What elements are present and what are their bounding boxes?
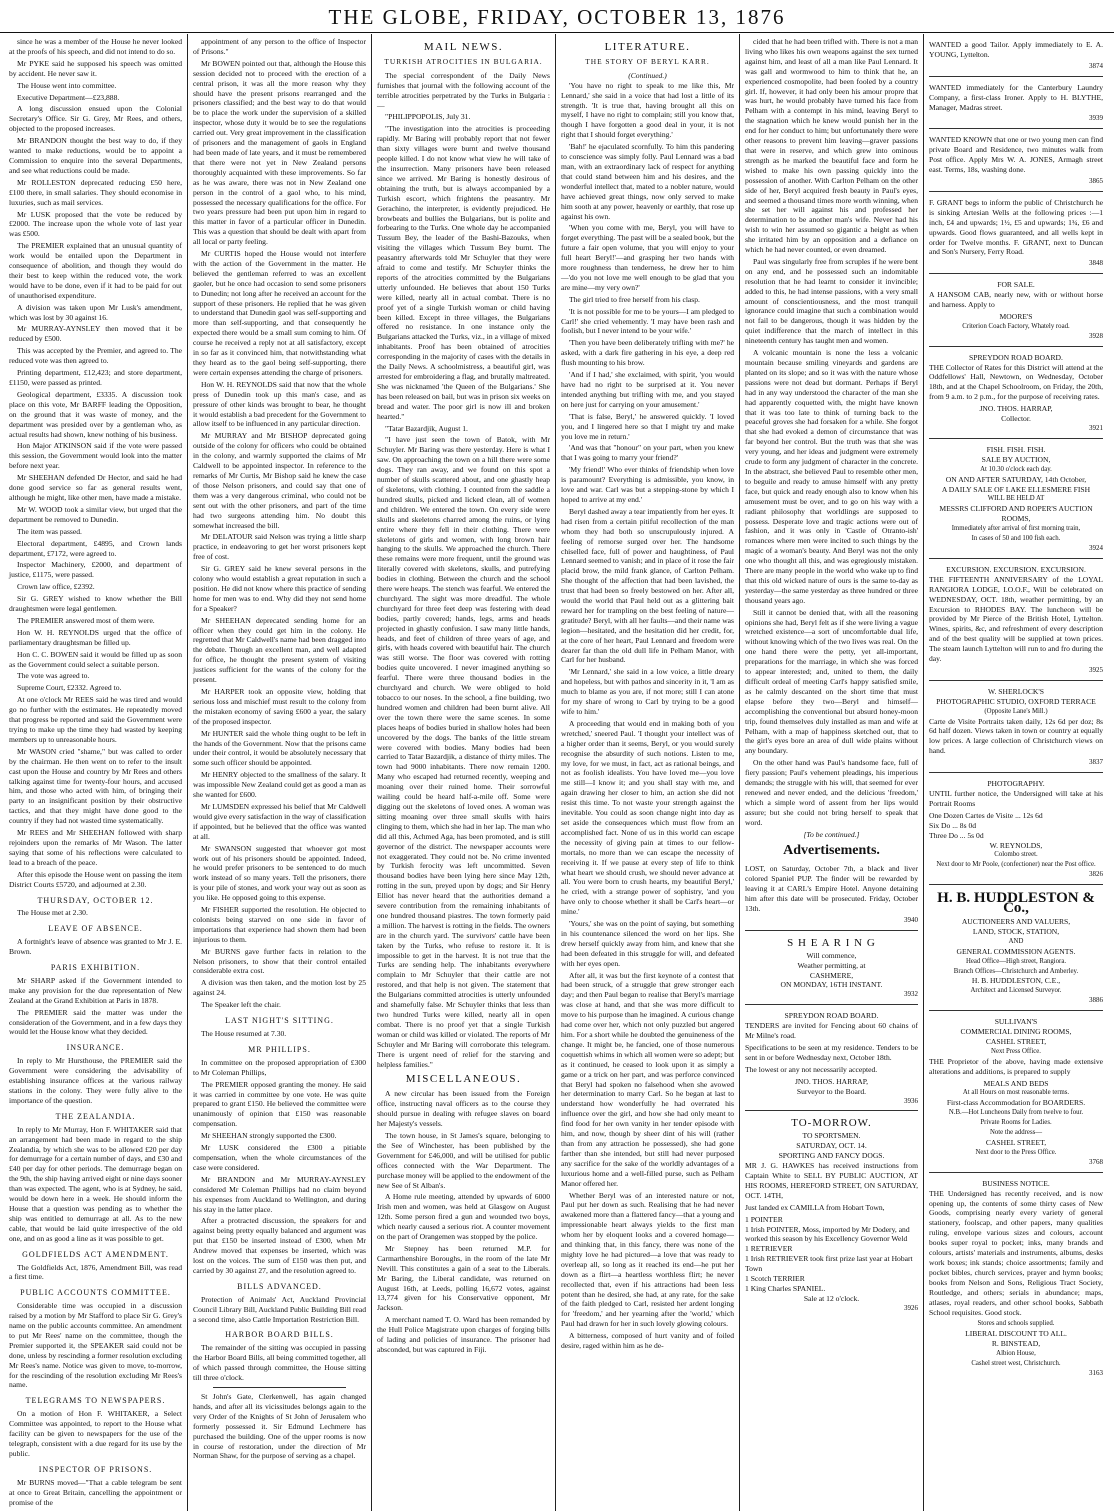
ad-line: Will commence, bbox=[806, 950, 857, 960]
ad-number: 3837 bbox=[1089, 758, 1103, 767]
column-2 bbox=[188, 34, 372, 1511]
ad-line: ON AND AFTER SATURDAY, 14th October, bbox=[945, 474, 1087, 484]
ad-text: MR J. G. HAWKES has received instructions from Captain White to SELL BY PUBLIC AUCTION, AT HIS ROOMS, HEREFORD STREET, ON SATURDAY, OCT. 14TH, bbox=[745, 1161, 918, 1200]
ad-huddleston bbox=[929, 888, 1103, 1011]
ad-line: Albion House, bbox=[996, 1350, 1036, 1358]
paragraph: In reply to Mr Murray, Hon F. WHITAKER said that an arrangement had been made in regard to the ship Zealandia, by which she was to be allowed £20 per day for demurrage for a certain number of days, and £30 and £40 per day for other periods. The demurrage began on the 9th, the ship having arrived eight or nine days sooner than was expected. The agent, who is at Sydney, he said, would be down here in a week. He should inform the House that a question was pending as to whether the ship was entitled to demurrage at all. As to the new cable, that would be laid quite irrespective of the old one, and on as good a line as it was possible to get. bbox=[9, 1124, 182, 1243]
ad-line: LIBERAL DISCOUNT TO ALL. bbox=[965, 1329, 1067, 1339]
story-title: THE STORY OF BERYL KARR. bbox=[585, 56, 710, 66]
paragraph: The Speaker left the chair. bbox=[201, 1000, 281, 1010]
paragraph: A proceeding that would end in making both of you wretched,' sneered Paul. 'I thought your intellect was of a higher order than it seems, Beryl, or you would surely recognise the absurdity of such notions. Listen to me, my love, for we must, in fact, act as rational beings, and not as foolish idealists. You have loved me—you love me still—I know it; and you shall stay with me, and again drawing her closer to him, an action she did not resist this time. To not waste your strength against the inevitable. You could as soon change night into day as set aside the consequences which must flow from an accomplished fact. None of us in this world can escape the necessity of giving pain at times to our fellow-mortals, no more than we can escape the necessity of receiving it. If we pause at every step of life to think what heart we should crush, we should never advance at all. You were born to crush hearts, my beautiful Beryl,' he cried, with a strange power of sophistry, 'and you have only to choose whether it shall be Carl's heart—or mine.' bbox=[561, 718, 734, 917]
ad-signature: Surveyor to the Board. bbox=[796, 1086, 867, 1096]
paragraph: Mr BRANDON thought the best way to do, if they wanted to make reductions, would be to appoint a Commission to enquire into the several Departments, and see what reductions could be made. bbox=[9, 136, 182, 175]
paragraph: Sir G. GREY wished to know whether the Bill draughtsmen were legal gentlemen. bbox=[9, 594, 182, 614]
paragraph: 'My friend!' Who ever thinks of friendship when love is paramount? Everything is admissible, you know, in love and war. Carl was but a stepping-stone by which I hoped to arrive at my end.' bbox=[561, 465, 734, 504]
heading: PUBLIC ACCOUNTS COMMITTEE. bbox=[20, 1288, 171, 1298]
list-item: 1 Irish RETRIEVER took first prize last year at Hobart Town bbox=[745, 1254, 913, 1274]
ad-sullivans bbox=[929, 1014, 1103, 1173]
heading: GOLDFIELDS ACT AMENDMENT. bbox=[22, 1249, 169, 1259]
ad-text: THE Proprietor of the above, having made extensive alterations and additions, is prepared to supply bbox=[929, 1056, 1103, 1076]
ad-signature: JNO. THOS. HARRAP, bbox=[979, 404, 1053, 414]
ad-title: W. SHERLOCK'S bbox=[988, 686, 1044, 696]
columns bbox=[4, 34, 1110, 1511]
ad-line: Branch Offices—Christchurch and Amberley. bbox=[953, 967, 1079, 975]
heading: LAST NIGHT'S SITTING. bbox=[225, 1016, 334, 1026]
paragraph: Mr LUSK proposed that the vote be reduced by £2000. The increase upon the whole vote of last year was £500. bbox=[9, 209, 182, 239]
paragraph: Mr CURTIS hoped the House would not interfere with the action of the Government in the matter. He believed the gentleman referred to was an excellent gaoler, but he once had occasion to send some prisoners to Dunedin; not long after he received an account for the support of these prisoners. He replied that he was given to understand that Dunedin gaol was self-supporting and more than self-supporting, and that consequently he expected there would be a small sum coming to him. Of course he received a reply not at all satisfactory, except in so far as it convinced him, that notwithstanding what they heard as to the gaol being self-supporting, there were certain expenses attending the charge of prisoners. bbox=[193, 249, 366, 377]
paragraph: On the other hand was Paul's handsome face, full of fiery passion; Paul's vehement pleadings, his imperious demands; the struggle with his will, that seemed for ever renewed and never ended, and the delicious 'freedom,' which a simple word of assent from her lips would assure; but she could not bring herself to speak that word. bbox=[745, 758, 918, 827]
ad-line: Note the address— bbox=[989, 1129, 1043, 1137]
ad-text: Carte de Visite Portraits taken daily, 12s 6d per doz; 8s 6d half dozen. Views taken in town or country at equally low prices. A large collection of Christchurch views on hand. bbox=[929, 716, 1103, 756]
ad-signature: W. REYNOLDS, bbox=[989, 840, 1043, 850]
column-4 bbox=[556, 34, 740, 1511]
paragraph: Mr ROLLESTON deprecated reducing £50 here, £100 there, in small salaries. They should economise in luxuries, such as mail services. bbox=[9, 177, 182, 207]
paragraph: A volcanic mountain is none the less a volcanic mountain because smiling vineyards and gardens are planted on its slope; and so it was with the nature whose passions were not dead but dormant. Perhaps if Beryl had in any way understood the character of the man she had apparently coquetted with, the might have known that it was too late to think of turning back to the peaceful groves she had forsaken for a while. She forgot that she had evoked a demon of circumstance that was far beyond her control. But the truth was that she was very young, and her ideas and judgment were extremely crude to form any judgment of character in the concrete. In the abstract, she believed Paul to resemble other men, to beguile and ready to amuse himself with any pretty face, but quick and ready enough also to know when his amusement must be over, and to go on his way with a radiant philosophy that worldlings are supposed to possess. Desperate love and tragic actions were out of fashion, and it was only in 'Castle of Otranto-ish' romances where men were incited to such things by the magic of a woman's beauty. And Beryl was not the only one who thought all this, and was egregiously mistaken. There are many people in the world who wake up to find that this old wicked nature of ours is the same to-day as yesterday—the same yesterday as three hundred or three thousand years ago. bbox=[745, 348, 918, 605]
paragraph: At one o'clock Mr REES said he was tired and would go no further with the estimates. He repeatedly moved that progress be reported and said the Government were trying to make up the time they had wasted by keeping members up to unreasonable hours. bbox=[9, 695, 182, 744]
masthead-rule bbox=[0, 32, 1114, 33]
ad-signature: JNO. THOS. HARRAP, bbox=[794, 1076, 869, 1086]
paragraph: A fortnight's leave of absence was granted to Mr J. E. Brown. bbox=[9, 937, 182, 957]
ad-tomorrow-dogs bbox=[745, 1114, 918, 1317]
list-item: 1 Irish POINTER, Moss, imported by Mr Dodery, and worked this season by his Excellency Governor Weld bbox=[745, 1224, 910, 1244]
paragraph: Inspector Machinery, £2000, and department of justice, £1175, were passed. bbox=[9, 560, 182, 580]
paragraph: In reply to Mr Hursthouse, the PREMIER said the Government were considering the advisability of establishing insurance offices at the various railway stations in the colony. They were fully alive to the importance of the question. bbox=[9, 1056, 182, 1105]
ad-line: Sale at 12 o'clock. bbox=[803, 1293, 860, 1303]
paragraph: Considerable time was occupied in a discussion raised by a motion by Mr Stafford to place Sir G. Grey's name on the public accounts committee. An amendment to put Mr Rees' name on the committee, though the Premier supported it, the SPEAKER said could not be done, unless by rescinding a former resolution excluding Mr Rees's name. Notice was given to move, to-morrow, for the rescinding of the resolution excluding Mr Rees's name. bbox=[9, 1301, 182, 1390]
ad-fish-auction bbox=[929, 442, 1103, 559]
ad-photography bbox=[929, 776, 1103, 885]
paragraph: The special correspondent of the Daily News furnishes that journal with the following account of the terrible atrocities perpetrated by the Turks in Bulgaria :— bbox=[377, 70, 550, 110]
ad-title: EXCURSION. EXCURSION. EXCURSION. bbox=[946, 564, 1086, 574]
ad-number: 3163 bbox=[1089, 1368, 1103, 1377]
article-title: TURKISH ATROCITIES IN BULGARIA. bbox=[384, 56, 543, 66]
paragraph: Geological department, £3335. A discussion took place on this vote, Mr BARFF leading the Opposition, on the ground that it was waste of money, and the department was presided over by a gentleman who, as actual results had shown, knew nothing of his business. bbox=[9, 389, 182, 439]
ad-text: UNTIL further notice, the Undersigned will take at his Portrait Rooms bbox=[929, 789, 1103, 808]
heading: THURSDAY, OCTOBER 12. bbox=[37, 895, 154, 905]
paragraph: "The investigation into the atrocities is proceeding rapidly. Mr Baring will probably report that not fewer than sixty villages were burnt and twelve thousand people killed. I do not know what view he will take of the insurrection. Many prisoners have been released since we arrived. Mr Baring is honestly desirous of obtaining the truth, but is always accompanied by a Turkish escort, which frightens the peasantry. Mr Gerachino, the interpreter, is evidently prejudiced. He browbeats and bullies the Bulgarians, but is polite and forbearing to the Turks. One whole day he accompanied Tussum Bey, the leader of the Bashi-Bazouks, when visiting the villages which Tussum Bey burnt. The peasantry afterwards told Mr Schuyler that they were afraid to come and testify. Mr Schuyler thinks the reports of the atrocities committed by the Bulgarians utterly unfounded. He believes that about 150 Turks were killed, nearly all in actual combat. There is no proof yet of a single Turkish woman or child having been killed. Except in three villages, the Bulgarians offered no resistance. In one instance only the Bulgarians attacked the Turks, viz., in a village of mixed inhabitants. Proof has been obtained of atrocities corresponding in the majority of cases with the details in the Daily News. A schoolmistress, a beautiful girl, was arrested for embroidering a flag, and brutally maltreated. She was nicknamed 'the Queen of the Bulgarians.' She has been released on bail, but was in prison six weeks on bread and water. The poor girl is now ill and broken hearted." bbox=[377, 124, 550, 421]
ad-title: FISH. FISH. FISH. bbox=[986, 444, 1046, 454]
paragraph: Mr SHEEHAN defended Dr Hector, and said he had done good service so far as general results went, although he might, like other men, have made a mistake. bbox=[9, 473, 182, 502]
ad-line: TO SPORTSMEN. bbox=[802, 1131, 861, 1141]
col4-paragraphs bbox=[561, 81, 734, 1351]
ad-number: 3926 bbox=[904, 1303, 918, 1312]
ad-business-notice bbox=[929, 1176, 1103, 1383]
ad-line: MESSRS CLIFFORD AND ROPER'S AUCTION ROOMS, bbox=[939, 504, 1093, 524]
ad-sherlock-photo bbox=[929, 684, 1103, 773]
ad-line: ON MONDAY, 16TH INSTANT. bbox=[780, 980, 883, 990]
paragraph: "I have just seen the town of Batok, with Mr Schuyler. Mr Baring was there yesterday. Here is what I saw. On approaching the town on a hill there were some dogs. They ran away, and we found on this spot a number of skulls scattered about, and one ghastly heap of skeletons, with clothing. I counted from the saddle a hundred skulls, picked and licked clean, all of women and children. We entered the town. On every side were skulls and skeletons charred among the ruins, or lying entire where they fell in their clothing. There were skeletons of girls and women, with long brown hair hanging to the skulls. We approached the church. There these remains were more frequent, until the ground was literally covered with skeletons, skulls, and putrefying bodies in clothing. Between the church and the school there were heaps. The stench was fearful. We entered the churchyard. The sight was more dreadful. The whole churchyard for three feet deep was festering with dead bodies, partly covered; hands, legs, arms and heads projected in ghastly confusion. I saw many little hands, heads, and feet of children of three years of age, and girls, with heads covered with beautiful hair. The church was still worse. The floor was covered with rotting bodies quite uncovered. I never imagined anything so fearful. There were three thousand bodies in the churchyard and church. We were obliged to hold tobacco to our noses. In the school, a fine building, two hundred women and children had been burnt alive. All over the town there were the same scenes. In some places heaps of bodies buried in shallow holes had been uncovered by the dogs. The banks of the little stream were covered with bodies. Many bodies had been carried to Tatar Bazardjik, a distance of thirty miles. The town had 9000 inhabitants. There now remain 1200. Many who escaped had returned recently, weeping and moaning over their ruined home. Their sorrowful wailing could be heard half-a-mile off. Some were digging out the skeletons of loved ones. A woman was sitting moaning over three small skulls with hairs clinging to them, which she had in her lap. The man who did all this, Achmed Aga, has been promoted, and is still governor of the district. The newspaper accounts were not exaggerated. They could not be. No crime invented by Turkish ferocity was left uncommitted. Seven thousand bodies have been lying here since May 12th, rotting in the sun, preyed upon by dogs; and Sir Henry Elliot has never heard that the authorities demand a severe contribution from the remaining inhabitants of one hundred thousand piastres. The town formerly paid a million. The harvest is rotting in the fields. The owners are in the church yard. The survivors' cattle have been taken by the Turks, who refuse to restore it. It is impossible to get in the harvest. It is not true that the Turks are sending help. The inhabitants everywhere complain to Mr Schuyler that their cattle are not restored, and that help is not given. The statement that the Bulgarians committed atrocities is utterly unfounded and shamefully false. Mr Schuyler thinks that less than two hundred Turks were killed, nearly all in open combat. There is no proof yet that a single Turkish woman or child was killed or violated. The reports of Mr Schuyler and Mr Baring will corroborate this telegram. There is urgent need of relief for the starving and helpless families." bbox=[377, 435, 551, 1069]
ad-text: Just landed ex CAMILLA from Hobart Town, bbox=[745, 1202, 885, 1212]
column-1 bbox=[4, 34, 188, 1511]
paragraph: The House went into committee. bbox=[17, 80, 117, 90]
paragraph: The PREMIER answered most of them were. bbox=[17, 615, 155, 625]
ad-line: In cases of 50 and 100 fish each. bbox=[971, 535, 1061, 543]
list-item: 1 Scotch TERRIER bbox=[745, 1274, 805, 1284]
paragraph: 'Bah!' he ejaculated scornfully. To him this pandering to conscience was simply folly. Paul Lennard was a bad man, with an extraordinary lack of respect for anything that could stand between him and his desires, and the wonderful intellect that, mated to a nobler nature, would have achieved great things, now only served to make him sooth at any power, heavenly or earthly, that rose up against his own. bbox=[561, 142, 734, 221]
ad-wanted-tailor bbox=[929, 37, 1103, 77]
ad-number: 3940 bbox=[904, 915, 918, 924]
list-item: 1 POINTER bbox=[745, 1214, 783, 1224]
paragraph: Crown law office, £2392. bbox=[17, 582, 95, 592]
ad-number: 3826 bbox=[1089, 870, 1103, 879]
paragraph: Electoral department, £4895, and Crown lands department, £7172, were agreed to. bbox=[9, 538, 182, 558]
paragraph: Mr BRANDON and Mr MURRAY-AYNSLEY considered Mr Coleman Phillips had no claim beyond his expenses from Auckland to Wellington, and during his stay in the latter place. bbox=[193, 1174, 366, 1214]
paragraph: Mr SHEEHAN deprecated sending home for an officer when they could get him in the colony. He regretted that Mr Caldwell's name had been dragged into the debate. Though an excellent man, and well adapted for office, he thought the present system of visiting justices sufficient for the wants of the colony for the present. bbox=[193, 615, 366, 685]
paragraph: Sir G. GREY said he knew several persons in the colony who would establish a great reputation in such a position. He did not know where this practice of sending home for men was to end. Why did they not send home for a Speaker? bbox=[193, 564, 366, 613]
ad-title: H. B. HUDDLESTON & Co., bbox=[937, 890, 1095, 917]
list-item: 1 RETRIEVER bbox=[745, 1244, 793, 1254]
ad-number: 3928 bbox=[1089, 331, 1103, 340]
paragraph: Protection of Animals' Act, Auckland Provincial Council Library Bill, Auckland Public Building Bill read a second time, also Cattle Importation Restriction Bill. bbox=[193, 1294, 366, 1324]
column-3 bbox=[372, 34, 556, 1511]
paragraph: since he was a member of the House he never looked at the proofs of his speech, and did not intend to do so. bbox=[9, 37, 182, 56]
ad-number: 3925 bbox=[1089, 665, 1103, 674]
ad-title: SULLIVAN'S bbox=[994, 1017, 1038, 1027]
paragraph: The remainder of the sitting was occupied in passing the Harbor Board Bills, all being committed together, all of which passed through committee, the House sitting till three o'clock. bbox=[193, 1343, 366, 1383]
paragraph: The town house, in St James's square, belonging to the See of Winchester, has been published by the Government for £46,000, and will be utilised for public offices connected with the War Department. The purchase money will be applied to the endowment of the new See of St Alban's. bbox=[377, 1130, 550, 1190]
paragraph: Mr W. WOOD took a similar view, but urged that the department be removed to Dunedin. bbox=[9, 504, 182, 524]
ad-line: MEALS AND BEDS bbox=[983, 1078, 1049, 1088]
ad-line: Cashel street west, Christchurch. bbox=[971, 1360, 1061, 1368]
ad-text: A HANSOM CAB, nearly new, with or without horse and harness. Apply to bbox=[929, 290, 1103, 310]
paragraph: A Home rule meeting, attended by upwards of 6000 Irish men and women, was held at Glasgow on August 12th. Some person fired a gun and wounded two boys, which nearly caused a serious riot. A counter movement on the part of Orangemen was stopped by the police. bbox=[377, 1192, 550, 1242]
paragraph: Beryl dashed away a tear impatiently from her eyes. It had risen from a certain pitiful recollection of the man whom they had both so unscrupulously injured. A feeling of remorse surged over her. The handsome chiselled face, full of power and haughtiness, of Paul Lennard seemed to vanish; and in place of it rose the fair placid brow, the mild frank glance, of Carlton Pelham. She thought of the affection that had been lavished, the trust that had been so freely bestowed on her. After all, would the world that Paul held out as a glittering bait reward her for trampling on the best feeling of nature—gratitude? Beryl, with all her faults—and their name was legion—hesitated, and the hesitation did her credit, for, at the core of her heart, Paul Lennard and freedom were dearer far than the old dull life in Pelham Manor, with Carl for her husband. bbox=[561, 506, 734, 665]
paragraph: Mr SWANSON suggested that whoever got most work out of his prisoners should be appointed. Indeed, he would prefer prisoners to be sentenced to do much work instead of so many years. Tell the prisoners, there is your pile of stones, and work your way out as soon as you like. He opposed going to this expense. bbox=[193, 843, 366, 903]
ad-title: COMMERCIAL DINING ROOMS, bbox=[960, 1027, 1072, 1037]
ad-text: LOST, on Saturday, October 7th, a black and liver colored Spaniel PUP. The finder will be rewarded by leaving it at CARL's Empire Hotel. Anyone detaining him after this date will be prosecuted. Friday, October 13th. bbox=[745, 864, 918, 914]
paragraph: St John's Gate, Clerkenwell, has again changed hands, and after all its vicissitudes belongs again to the very Order of the Knights of St John of Jerusalem who formerly possessed it. Sir Edmund Lechmere has purchased the building. One of the upper rooms is now in course of restoration, under the direction of Mr Norman Shaw, for the purpose of serving as a chapel. bbox=[193, 1392, 366, 1461]
heading: LEAVE OF ABSENCE. bbox=[48, 924, 143, 934]
paragraph: The PREMIER said the matter was under the consideration of the Government, and in a few days they would let the House know what they decided. bbox=[9, 1007, 182, 1037]
ad-line: At 10.30 o'clock each day. bbox=[980, 465, 1052, 473]
paragraph: A new circular has been issued from the Foreign office, instructing naval officers as to the course they should pursue in dealing with refugee slaves on board her Majesty's vessels. bbox=[377, 1089, 550, 1129]
paragraph: Mr HENRY objected to the smallness of the salary. It was impossible New Zealand could get as good a man as she wanted for £600. bbox=[193, 770, 366, 800]
ad-spreydon-tenders bbox=[745, 1008, 918, 1111]
paragraph: Mr HARPER took an opposite view, holding that serious loss and mischief must result to the colony from the mistaken economy of saving £600 a year, the salary of the proposed inspector. bbox=[193, 687, 366, 726]
paragraph: Mr SHARP asked if the Government intended to make any provision for the due representation of New Zealand at the Grand Exhibition at Paris in 1878. bbox=[9, 975, 182, 1005]
ad-number: 3932 bbox=[904, 990, 918, 999]
ad-line: WILL BE HELD AT bbox=[987, 495, 1045, 503]
ad-line: Immediately after arrival of first morning train, bbox=[951, 525, 1081, 533]
paragraph: Mr SHEEHAN strongly supported the £300. bbox=[201, 1131, 337, 1141]
price-row: One Dozen Cartes de Visite ... 12s 6d bbox=[929, 810, 1043, 820]
ad-line: Weather permitting, at bbox=[797, 960, 866, 970]
paragraph: The House met at 2.30. bbox=[17, 908, 88, 918]
paragraph: A merchant named T. O. Ward has been remanded by the Hull Police Magistrate upon charges of forging bills of lading and policies of insurance. The prisoner had absconded, but was captured in Fiji. bbox=[377, 1315, 550, 1354]
ad-title: PHOTOGRAPHY. bbox=[987, 779, 1045, 789]
paragraph: A long discussion ensued upon the Colonial Secretary's Office. Sir G. Grey, Mr Rees, and others, objected to the proposed increases. bbox=[9, 104, 182, 134]
ad-for-sale bbox=[929, 277, 1103, 346]
paragraph: A bitterness, composed of hurt vanity and of foiled desire, raged within him as he de- bbox=[561, 1331, 734, 1351]
ad-title: CASHEL STREET, bbox=[985, 1036, 1047, 1046]
paragraph: After all, it was but the first keynote of a contest that had been struck, of a struggle that grew stronger each day; and then Paul began to realise that Beryl's marriage was close at hand, and that she was more difficult to move to his purpose than he imagined. A curious change had come over her, which not only puzzled but angered him. For a short while he doubted the genuineness of the change. It might be, he fancied, one of those numerous coquettish whims in which all women were so adept; but as it continued, he ceased to look upon it as simply a game or a trick on her part, and was perforce convinced that Beryl had spoken no falsehood when she avowed her determination to marry Carl. So he began at last to understand how wonderfully he had overrated his influence over the girl, and how she had only meant to find food for her own vanity in her tender episode with him, and now, though by sheer dint of his will (rather than from any attraction he possessed), she had gone farther than she intended, but still had never purposed any sacrifice for the sake of the worldly advantages of a luxurious home and a well-filled purse, such as Pelham Manor offered her. bbox=[561, 970, 734, 1188]
price-row: Six Do ... 8s 0d bbox=[929, 820, 977, 830]
ad-line: At all Hours on most reasonable terms. bbox=[962, 1089, 1070, 1097]
paragraph: Mr WASON cried "shame," but was called to order by the chairman. He then went on to refer to the insult cast upon the House and country by Mr Rees and others talking against time for twenty-four hours, and accused him, and those who acted with him, of bringing their party to an insignificant position by their obstructive tactics, and that they might have done good to the country if they had not wasted time systematically. bbox=[9, 746, 182, 826]
paragraph: "PHILIPPOPOLIS, July 31. bbox=[385, 112, 471, 122]
paragraph: The item was passed. bbox=[17, 526, 82, 536]
ad-title: PHOTOGRAPHIC STUDIO, OXFORD TERRACE bbox=[936, 696, 1096, 706]
ad-title: TO-MORROW. bbox=[791, 1117, 872, 1130]
heading: THE ZEALANDIA. bbox=[55, 1111, 136, 1121]
ad-text: F. GRANT begs to inform the public of Christchurch he is sinking Artesian Wells at the following prices :—1 inch, £4 and upwards; 1½, £5 and upwards; 1¾, £6 and upwards. Good flows guaranteed, and all wells kept in order for Twelve months. F. GRANT, next to Duncan and Son's Nursery, Ferry Road. bbox=[929, 197, 1103, 257]
ad-wanted-ironer bbox=[929, 80, 1103, 130]
list-item: 1 King Charles SPANIEL. bbox=[745, 1283, 826, 1293]
paragraph: After this episode the House went on passing the item District Courts £5720, and adjourned at 2.30. bbox=[9, 869, 182, 889]
paragraph: 'You have no right to speak to me like this, Mr Lennard,' she said in a voice that had lost a little of its strength. 'It is true that, having brought all this on myself, I have no right to complain; still you know that, though I have forgotten a good deal in your, it is not right that I should forget everything.' bbox=[561, 80, 734, 140]
ad-number: 3768 bbox=[1089, 1157, 1103, 1166]
paragraph: 'When you come with me, Beryl, you will have to forget everything. The past will be a sealed book, but the future a fair open volume, that you will enjoy to your full heart Beryl!'—and grasping her two hands with more roughness than tenderness, he drew her to him—'do you not love me well enough to be glad that you are mine—my very own?' bbox=[561, 223, 734, 292]
paragraph: appointment of any person to the office of Inspector of Prisons." bbox=[193, 37, 366, 56]
heading: INSPECTOR OF PRISONS. bbox=[38, 1464, 153, 1474]
paragraph: 'Mr Lennard,' she said in a low voice, a little dreary and hopeless, but with pathos and sincerity in it, 'I am as much to blame as you are, if not more; still I can atone for my share of wrong to Carl by trying to be a good wife to him.' bbox=[561, 667, 734, 716]
ad-title: FOR SALE. bbox=[997, 280, 1035, 290]
col2-paragraphs-2 bbox=[193, 1058, 366, 1276]
heading: PARIS EXHIBITION. bbox=[50, 963, 141, 973]
paragraph: 'That is false, Beryl,' he answered quickly. 'I loved you, and I lingered here so that I might try and make you love me in return.' bbox=[561, 411, 734, 441]
paragraph: Hon W. H. REYNOLDS urged that the office of parliamentary draughtsman be filled up. bbox=[9, 627, 182, 647]
ad-number: 3939 bbox=[1089, 114, 1103, 123]
paragraph: Mr LUSK considered the £300 a pitiable compensation, when the whole circumstances of the case were considered. bbox=[193, 1143, 366, 1172]
ad-signature: R. BINSTEAD, bbox=[991, 1339, 1041, 1349]
paragraph: "Tatar Bazardjik, August 1. bbox=[385, 423, 468, 433]
paragraph: 'And if I had,' she exclaimed, with spirit, 'you would have had no right to be surprised at it. You never intended anything but trifling with me, and you stayed on here just for carrying on your amusement.' bbox=[561, 370, 734, 409]
section-title-literature: LITERATURE. bbox=[604, 41, 691, 53]
ad-number: 3886 bbox=[1089, 996, 1103, 1005]
ad-line: SATURDAY, OCT. 14. bbox=[796, 1141, 867, 1151]
ad-line: Head Office—High street, Rangiora. bbox=[965, 957, 1067, 965]
advertisements-heading: Advertisements. bbox=[783, 842, 880, 858]
ad-items bbox=[745, 1215, 918, 1294]
paragraph: Mr PYKE said he supposed his speech was omitted by accident. He never saw it. bbox=[9, 58, 182, 78]
heading: HARBOR BOARD BILLS. bbox=[225, 1330, 334, 1340]
section-title-mail-news: MAIL NEWS. bbox=[423, 41, 504, 53]
separator bbox=[213, 1387, 346, 1388]
col3-paragraphs bbox=[377, 71, 550, 1070]
paragraph: Hon W. H. REYNOLDS said that now that the whole press of Dunedin took up this man's case, and as pressure of other kinds was brought to bear, he thought it would establish a bad precedent for the Government to allow itself to be influenced in any particular direction. bbox=[193, 379, 366, 429]
ad-line: Stores and schools supplied. bbox=[977, 1320, 1055, 1328]
paragraph: Mr LUMSDEN expressed his belief that Mr Caldwell would give every satisfaction in the way of classification if appointed, but he believed that the office was wanted at all. bbox=[193, 801, 366, 841]
ad-text: WANTED a good Tailor. Apply immediately to E. A. YOUNG, Lyttelton. bbox=[929, 40, 1103, 59]
paragraph: After a protracted discussion, the speakers for and against being pretty equally balanced and argument was put that £150 be inserted instead of £300, when Mr Andrew moved that expenses be inserted, which was lost on the voices. The sum of £150 was then put, and carried by 30 against 27, and the resolution agreed to. bbox=[193, 1216, 366, 1275]
ad-lost-pup bbox=[745, 861, 918, 930]
ad-number: 3921 bbox=[1089, 424, 1103, 432]
paragraph: Hon C. C. BOWEN said it would be filled up as soon as the Government could select a suitable person. bbox=[9, 649, 182, 669]
paragraph: Mr BURNS moved—"That a cable telegram be sent at once to Great Britain, cancelling the appointment or promise of the bbox=[9, 1477, 182, 1507]
ad-number: 3874 bbox=[1089, 61, 1103, 70]
ad-line: H. B. HUDDLESTON, C.E., bbox=[971, 976, 1061, 986]
paragraph: A division was taken upon Mr Lusk's amendment, which was lost by 30 against 16. bbox=[9, 302, 182, 322]
paragraph: Mr MURRAY and Mr BISHOP deprecated going outside of the colony for officers who could be obtained in the colony, and warmly supported the claims of Mr Caldwell to be appointed inspector. In reference to the remarks of Mr Curtis, Mr Bishop said he knew the case of those Nelson prisoners, and could say that one of them was a very dangerous criminal, who could not be sent out with the other prisoners, and part of the time had two surgeons attending him. No doubt this somewhat increased the bill. bbox=[193, 431, 366, 530]
ad-line: Next door to Mr Poole, (confectioner) near the Post office. bbox=[936, 861, 1096, 869]
ad-line: Architect and Licensed Surveyor. bbox=[970, 987, 1062, 995]
paragraph: Supreme Court, £2332. Agreed to. bbox=[17, 683, 122, 693]
heading: INSURANCE. bbox=[66, 1043, 125, 1053]
heading: TELEGRAMS TO NEWSPAPERS. bbox=[25, 1396, 166, 1406]
ad-text: THE Undersigned has recently received, and is now opening up, the contents of some thirty cases of New Goods, comprising nearly every variety of general stationery, foolscap, and other papers, many qualities ruling, envelope various sizes and colours, account books super royal to pocket; inks, many brands and colours, artists' materials and instruments, albums, desks work boxes; ink stands; choice assortments; family and pocket bibles, church services, prayer and hymn books; books from Nelson and Sons, Religious Tract Society, Routledge, and others; serials in abundance; maps, atlases, royal readers, and other school books, Sabbath School requisites. Good stock. bbox=[929, 1188, 1103, 1317]
ad-text: Specifications to be seen at my residence. Tenders to be sent in or before Wednesday next, October 18th. bbox=[745, 1043, 918, 1062]
ad-line: CASHMERE, bbox=[809, 970, 854, 980]
paragraph: 'Then you have been deliberately trifling with me?' he asked, with a dark fire gathering in his eye, a deep red flush mounting to his brow. bbox=[561, 338, 734, 368]
ad-signature: Collector. bbox=[1001, 414, 1031, 424]
ad-artesian-wells bbox=[929, 195, 1103, 274]
column-5 bbox=[740, 34, 924, 1511]
ad-number: 3848 bbox=[1089, 259, 1103, 268]
ad-line: LAND, STOCK, STATION, bbox=[972, 926, 1060, 936]
paragraph: This was accepted by the Premier, and agreed to. The reduced vote was then agreed to. bbox=[9, 346, 182, 366]
paragraph: The PREMIER explained that an unusual quantity of work would be entailed upon the Department in consequence of abolition, and though they would do their best to keep within the reduced vote, the work would have to be done, even if it had to be paid for out of unauthorised expenditure. bbox=[9, 241, 182, 300]
paragraph: The girl tried to free herself from his clasp. bbox=[569, 294, 700, 304]
ad-number: 3924 bbox=[1089, 543, 1103, 552]
ad-shearing bbox=[745, 934, 918, 1005]
to-be-continued: [To be continued.] bbox=[803, 829, 860, 839]
ad-line: GENERAL COMMISSION AGENTS. bbox=[956, 946, 1076, 956]
ad-number: 3865 bbox=[1089, 176, 1103, 185]
ad-line: Next Press Office. bbox=[991, 1047, 1041, 1055]
paragraph: Mr BURNS gave further facts in relation to the Nelson prisoners, to show that their control entailed considerable extra cost. bbox=[193, 946, 366, 976]
paragraph: In committee on the proposed appropriation of £300 to Mr Coleman Phillips, bbox=[193, 1057, 366, 1077]
paragraph: Hon Major ATKINSON said if the vote were passed this session, the Government would look into the matter before next year. bbox=[9, 441, 182, 471]
ad-title: SPREYDON ROAD BOARD. bbox=[969, 352, 1063, 362]
col1-paragraphs bbox=[9, 37, 182, 890]
paragraph: The PREMIER opposed granting the money. He said it was carried in committee by one vote. He was quite prepared to grant £150. He believed the committee were unanimously of opinion that £150 was reasonable compensation. bbox=[193, 1079, 366, 1129]
ad-line: A DAILY SALE OF LAKE ELLESMERE FISH bbox=[941, 484, 1091, 494]
paragraph: 'And was that "honour" on your part, when you knew that I was going to marry your friend?' bbox=[561, 443, 734, 463]
ad-spreydon-rates bbox=[929, 350, 1103, 439]
ad-wanted-known bbox=[929, 132, 1103, 192]
ad-title: BUSINESS NOTICE. bbox=[982, 1178, 1050, 1188]
ad-title: SPREYDON ROAD BOARD. bbox=[784, 1011, 879, 1021]
ad-line: CASHEL STREET, bbox=[985, 1138, 1047, 1147]
heading: MR PHILLIPS. bbox=[248, 1044, 311, 1054]
paragraph: On a motion of Hon F. WHITAKER, a Select Committee was appointed, to report to the House what facility can be given to newspapers for the use of the telegraph, consistent with a due regard for its use by the public. bbox=[9, 1409, 182, 1458]
col2-paragraphs bbox=[193, 37, 366, 1010]
ad-title: SALE BY AUCTION, bbox=[981, 454, 1051, 464]
paragraph: Printing department, £12,423; and store department, £1150, were passed as printed. bbox=[9, 368, 182, 387]
continued-note: (Continued.) bbox=[628, 70, 667, 80]
ad-excursion bbox=[929, 562, 1103, 681]
col3-paragraphs-2 bbox=[377, 1089, 550, 1355]
ad-text: THE Collector of Rates for this District will attend at the Oddfellows' Hall, Newtown, on Wednesday, October 18th, and at the Chapel Schoolroom, on Friday, the 20th, from 9 a.m. to 2 p.m., for the purpose of receiving rates. bbox=[929, 362, 1103, 402]
ad-line: SPORTING AND FANCY DOGS. bbox=[778, 1151, 885, 1161]
paragraph: The Goldfields Act, 1876, Amendment Bill, was read a first time. bbox=[9, 1262, 182, 1282]
ad-line: Private Rooms for Ladies. bbox=[980, 1119, 1052, 1127]
section-title-miscellaneous: MISCELLANEOUS. bbox=[405, 1073, 522, 1086]
paragraph: cided that he had been trifled with. There is not a man living who likes his own weapons against the sex turned against him, and least of all a man like Paul Lennard. It was gall and wormwood to him to think that he, an experienced cosmopolite, had been fooled by a country girl. If, however, it had only been his amour propre that was hurt, he would probably have turned his face from Pelham with a contempt in his mind, leaving Beryl to the stagnation which he knew would punish her in the end for her conduct to him; but unfortunately there were other reasons to prevent him leaving—graver passions that were in reserve, and which grew into ominous strength as he marked the beautiful face and form he wished to make his own passing quickly into the possession of another. With Carlton Pelham on the other side of her, Beryl acquired fresh beauty in Paul's eyes, and seemed a thousand times more worth winning, when she set her will against his and professed her determination to be another man's wife. Never had his wish to win her assumed so gigantic a height as when she irritated him by an opposition and a defiance on which he had never counted, or even dreamed. bbox=[745, 37, 918, 255]
paragraph: Mr FISHER supported the resolution. He objected to colonists being starved on one side in favor of importations that experience had shown them had been injurious to them. bbox=[193, 905, 366, 944]
paragraph: Whether Beryl was of an interested nature or not, Paul put her down as such. Realising that he had never awakened more than a flattered fancy—that a young and impressionable heart always yields to the first man whom her by eloquent looks and a covered homage—and thinking that, in this fancy, there was none of the mighty love he had pictured—a love that was ready to overleap all, so long as it reached its end—he put her down as a flirt—a heartless worthless flirt; he never recollected that, even if his attractions had been less potent than he desired, she had, at any rate, for the sake of the faith pledged to Carl, resisted her ardent longing for 'freedom,' and her yearning after the 'world,' which Paul had drawn for her in such lovely glowing colours. bbox=[561, 1190, 734, 1329]
column-6 bbox=[924, 34, 1108, 1511]
paragraph: A division was then taken, and the motion lost by 25 against 24. bbox=[193, 978, 366, 998]
paragraph: 'Yours,' she was on the point of saying, but something in his countenance silenced the word on her lips. She drew herself quickly away from him, and knew that she had been defeated in this struggle for will, and defeated with her eyes open. bbox=[561, 919, 734, 968]
ad-signature: Criterion Coach Factory, Whately road. bbox=[962, 322, 1070, 330]
ad-line: Next door to the Press Office. bbox=[975, 1148, 1057, 1156]
ad-line: (Opposite Lane's Mill.) bbox=[984, 707, 1048, 715]
paragraph: Executive Department—£23,888. bbox=[17, 92, 120, 102]
paragraph: Mr MURRAY-AYNSLEY then moved that it be reduced by £500. bbox=[9, 324, 182, 344]
ad-line: AND bbox=[1008, 937, 1024, 945]
ad-number: 3936 bbox=[904, 1096, 918, 1105]
ad-signature: MOORE'S bbox=[999, 311, 1033, 321]
ad-line: First-class Accommodation for BOARDERS. bbox=[946, 1098, 1086, 1108]
col5-paragraphs bbox=[745, 37, 918, 828]
heading: BILLS ADVANCED. bbox=[237, 1281, 322, 1291]
paragraph: Mr DELATOUR said Nelson was trying a little sharp practice, in endeavoring to get her worst prisoners kept free of cost. bbox=[193, 532, 366, 562]
paragraph: 'It is not possible for me to be yours—I am pledged to Carl!' she cried vehemently. 'I may have been rash and foolish, but I never intend to be your wife.' bbox=[561, 306, 734, 336]
ad-signature: Colombo street. bbox=[994, 851, 1038, 859]
paragraph: The vote was agreed to. bbox=[17, 671, 90, 681]
ad-text: THE FIFTEENTH ANNIVERSARY of the LOYAL RANGIORA LODGE, I.O.O.F., Will be celebrated on WEDNESDAY, OCT. 18th, weather permitting, by an Excursion to RHODES BAY. The luncheon will be provided by Mr Pierce of the British Hotel, Lyttelton. Wines, spirits, &c, and refreshment of every description and of the best quality will be supplied at town prices. The steam launch Lyttelton will run to and fro during the day. bbox=[929, 574, 1103, 664]
ad-title: S H E A R I N G bbox=[787, 936, 876, 949]
paragraph: Mr HUNTER said the whole thing ought to be left in the hands of the Government. Now that the prisons came under their control, it would be absolutely necessary that some such officer should be appointed. bbox=[193, 728, 366, 768]
paragraph: Mr BOWEN pointed out that, although the House this session decided not to proceed with the erection of a central prison, it was all the more reason why they should have the present prisons rearranged and the prisoners classified; and the best way to do that would be to place the work under the supervision of a skilled inspector, whose duty it would be to see the regulations carried out. Very great improvement in the classification of prisoners and the management of gaols in England had been made of late years, and it must be remembered that there were not yet in New Zealand persons thoroughly acquainted with these improvements. So far as he was aware, there was not in New Zealand one person in the control of a gaol who, to his mind, possessed the necessary qualifications for the office. For two years pressure had been put upon him in regard to this matter in favor of a particular officer in Dunedin. This was a question that should be dealt with apart from all local or party feeling. bbox=[193, 58, 366, 247]
ad-text: TENDERS are invited for Fencing about 60 chains of Mr Milne's road. bbox=[745, 1021, 918, 1041]
ad-text: WANTED KNOWN that one or two young men can find private Board and Residence, two minutes walk from Post office. Apply Mrs W. A. JONES, Armagh street east. Terms, 18s, washing done. bbox=[929, 135, 1103, 175]
price-rows bbox=[929, 811, 1103, 841]
paragraph: The House resumed at 7.30. bbox=[201, 1029, 287, 1038]
ad-text: WANTED immediately for the Canterbury Laundry Company, a first-class Ironer. Apply to H. BLYTHE, Manager, Madras street. bbox=[929, 82, 1103, 112]
ad-line: N.B.—Hot Luncheons Daily from twelve to four. bbox=[948, 1109, 1084, 1117]
masthead: THE GLOBE, FRIDAY, OCTOBER 13, 1876 bbox=[328, 5, 786, 29]
paragraph: Mr REES and Mr SHEEHAN followed with sharp rejoinders upon the remarks of Mr Wason. The latter saying that some of his reflections were calculated to lead to a breach of the peace. bbox=[9, 828, 182, 867]
paragraph: Paul was singularly free from scruples if he were bent on any end, and he possessed such an indomitable resolution that he had learnt to consider it invincible; added to this, he had intense passions, with a very small amount of conscientiousness, and the most tranquil ignorance could imagine that such a combination would not fail to be dangerous, though it was hidden by the quiet indifference that the march of intellect in this nineteenth century has taught men and women. bbox=[745, 256, 918, 346]
ad-text: The lowest or any not necessarily accepted. bbox=[745, 1064, 878, 1074]
paragraph: Mr Stepney has been returned M.P. for Carmarthenshire Boroughs, in the room of the late Mr Nevill. This constitutes a gain of a seat to the Liberals. Mr Baring, the Liberal candidate, was returned on August 16th, at Leeds, polling 16,672 votes, against 13,774 given for his Conservative opponent, Mr Jackson. bbox=[377, 1243, 550, 1313]
price-row: Three Do ... 5s 0d bbox=[929, 830, 984, 840]
ad-line: AUCTIONEERS AND VALUERS, bbox=[961, 916, 1071, 926]
paragraph: Still it cannot be denied that, with all the reasoning opinions she had, Beryl felt as if she were living a vague wretched existence—a sort of uncomfortable dual life, without knowing which of the two lives was real. On the one hand there were the petty, yet all-important, preparations for the marriage, in which she was forced to appear interested; and, united to them, the daily difficult ordeal of meeting Carl's happy satisfied smile, as he calmly descanted on the short time that must elapse before they two—Beryl and himself—accomplishing the conventional but absurd honey-moon trip, found themselves duly installed as man and wife at Pelham, with a map of happiness sketched out, that to the girl's eyes bore an area of dull wide plains without any boundary. bbox=[745, 607, 918, 756]
